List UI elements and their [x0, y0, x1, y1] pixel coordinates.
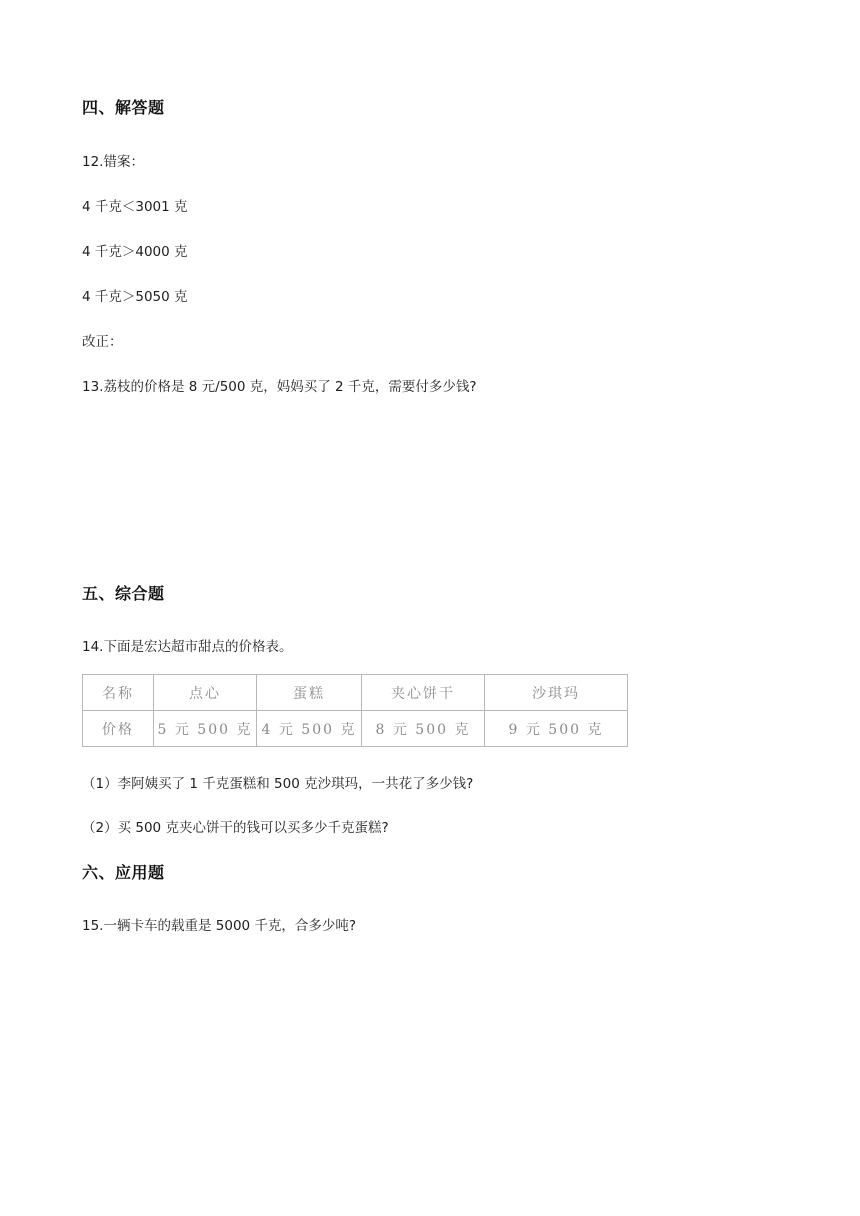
- table-cell: 夹心饼干: [362, 675, 485, 711]
- question-12-correction-label: 改正：: [82, 334, 123, 350]
- table-cell: 蛋糕: [257, 675, 362, 711]
- table-price-row: [83, 711, 628, 747]
- table-cell: 8 元 500 克: [362, 711, 485, 747]
- table-cell: 4 元 500 克: [257, 711, 362, 747]
- question-13: 13.荔枝的价格是 8 元/500 克，妈妈买了 2 千克，需要付多少钱?: [82, 379, 477, 395]
- section-5-heading: 五、综合题: [82, 584, 165, 603]
- table-cell: 名称: [83, 675, 154, 711]
- question-14-part-1: （1）李阿姨买了 1 千克蛋糕和 500 克沙琪玛，一共花了多少钱?: [82, 776, 474, 792]
- question-15: 15.一辆卡车的载重是 5000 千克，合多少吨?: [82, 918, 357, 934]
- section-6-heading: 六、应用题: [82, 863, 165, 882]
- question-14-part-2: （2）买 500 克夹心饼干的钱可以买多少千克蛋糕?: [82, 820, 389, 836]
- question-12-line-2: 4 千克＞4000 克: [82, 244, 188, 260]
- question-12-line-1: 4 千克＜3001 克: [82, 199, 188, 215]
- table-cell: 点心: [154, 675, 257, 711]
- question-12-line-3: 4 千克＞5050 克: [82, 289, 188, 305]
- table-cell: 5 元 500 克: [154, 711, 257, 747]
- question-12-title: 12.错案：: [82, 154, 144, 170]
- section-4-heading: 四、解答题: [82, 98, 165, 117]
- table-cell: 沙琪玛: [485, 675, 628, 711]
- question-14-intro: 14.下面是宏达超市甜点的价格表。: [82, 639, 293, 655]
- table-cell: 9 元 500 克: [485, 711, 628, 747]
- table-cell: 价格: [83, 711, 154, 747]
- dessert-price-table: [82, 674, 628, 747]
- table-header-row: [83, 675, 628, 711]
